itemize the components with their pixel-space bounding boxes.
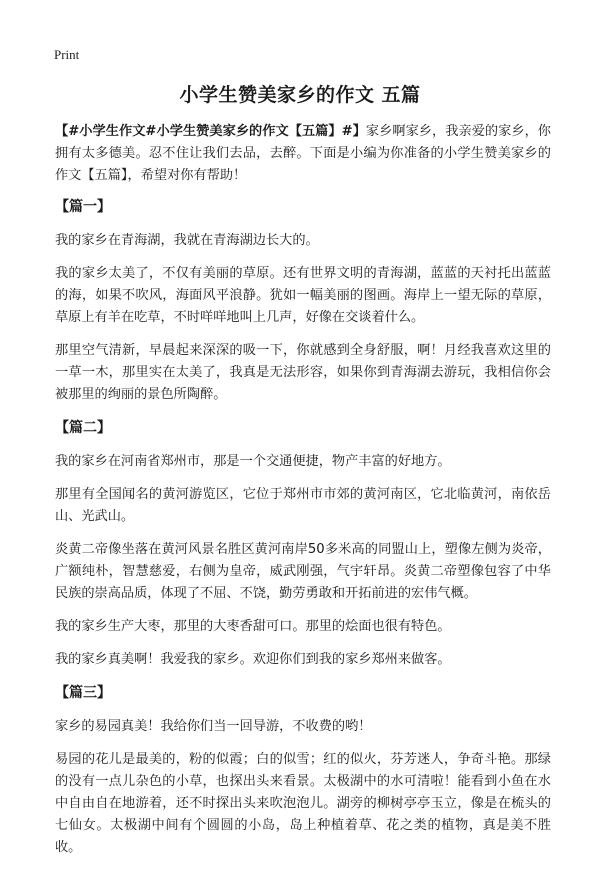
section-heading-2: 【篇二】 [55, 420, 111, 436]
intro-paragraph [55, 121, 551, 187]
intro-tags: 【#小学生作文#小学生赞美家乡的作文【五篇】#】 [55, 124, 366, 139]
article-body [55, 121, 551, 870]
section-heading-1: 【篇一】 [55, 199, 111, 215]
intro-text: 家乡啊家乡，我亲爱的家乡，你拥有太多德美。忍不住让我们去品，去醉。下面是小编为你准备的小学生赞美家乡的作文【五篇】，希望对你有帮助！ [55, 124, 551, 183]
paragraph: 我的家乡真美啊！我爱我的家乡。欢迎你们到我的家乡郑州来做客。 [55, 652, 451, 667]
section-heading-3: 【篇三】 [55, 685, 111, 701]
paragraph: 那里有全国闻名的黄河游览区，它位于郑州市市郊的黄河南区，它北临黄河，南依岳山、光武山。 [55, 487, 551, 524]
paragraph: 家乡的易园真美！我给你们当一回导游，不收费的哟！ [55, 719, 372, 734]
paragraph: 我的家乡在青海湖，我就在青海湖边长大的。 [55, 233, 319, 248]
paragraph: 炎黄二帝像坐落在黄河风景名胜区黄河南岸50多米高的同盟山上，塑像左侧为炎帝，广额纯朴，智慧慈爱，右侧为皇帝，威武刚强，气宇轩昂。炎黄二帝塑像包容了中华民族的崇高品质，体现了不屈、不饶，勤劳勇敢和开拓前进的宏伟气概。 [55, 542, 551, 601]
paragraph: 易园的花儿是最美的，粉的似霞；白的似雪；红的似火，芬芳迷人，争奇斗艳。那绿的没有一点儿杂色的小草，也探出头来看景。太极湖中的水可清啦！能看到小鱼在水中自由自在地游着，还不时探出头来吹泡泡儿。湖旁的柳树亭亭玉立，像是在梳头的七仙女。太极湖中间有个圆圆的小岛，岛上种植着草、花之类的植物，真是美不胜收。 [55, 752, 551, 855]
print-link[interactable]: Print [54, 47, 80, 62]
paragraph: 我的家乡在河南省郑州市，那是一个交通便捷，物产丰富的好地方。 [55, 454, 451, 469]
page-title: 小学生赞美家乡的作文 五篇 [179, 84, 421, 106]
paragraph: 我的家乡太美了，不仅有美丽的草原。还有世界文明的青海湖，蓝蓝的天衬托出蓝蓝的海，如果不吹风，海面风平浪静。犹如一幅美丽的图画。海岸上一望无际的草原，草原上有羊在吃草，不时咩咩地叫上几声，好像在交谈着什么。 [55, 266, 551, 325]
paragraph: 我的家乡生产大枣，那里的大枣香甜可口。那里的烩面也很有特色。 [55, 619, 451, 634]
paragraph: 那里空气清新，早晨起来深深的吸一下，你就感到全身舒服，啊！月经我喜欢这里的一草一木，那里实在太美了，我真是无法形容，如果你到青海湖去游玩，我相信你会被那里的绚丽的景色所陶醉。 [55, 343, 551, 402]
